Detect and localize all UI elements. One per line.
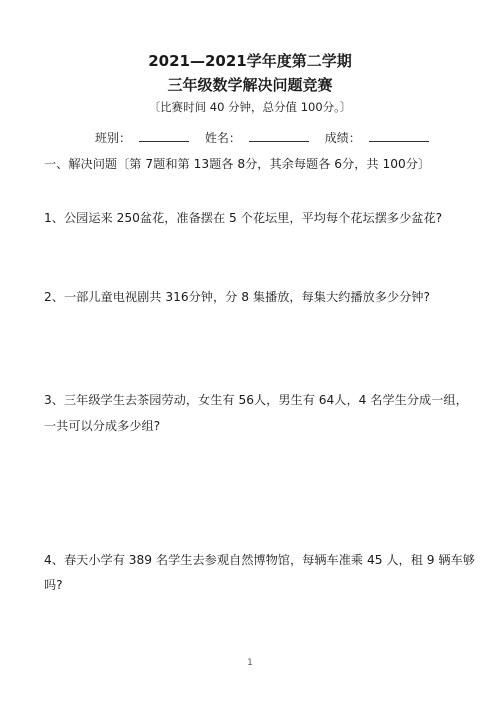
- exam-title-subject: 三年级数学解决问题竞赛: [167, 76, 333, 94]
- page-number: 1: [247, 658, 253, 668]
- question-1: 1、公园运来 250盆花，准备摆在 5 个花坛里，平均每个花坛摆多少盆花?: [44, 211, 443, 225]
- exam-title-year: 2021—2021学年度第二学期: [148, 52, 352, 70]
- question-4-line-2: 吗?: [44, 578, 63, 592]
- name-label: 姓名：: [204, 131, 241, 145]
- student-info-row: [95, 129, 435, 146]
- question-3-line-2: 一共可以分成多少组?: [44, 419, 161, 433]
- title-block: [0, 50, 500, 116]
- score-field: [325, 129, 429, 146]
- section-heading: 一、解决问题〔第 7题和第 13题各 8分，其余每题各 6分，共 100分〕: [44, 157, 431, 171]
- name-blank[interactable]: [249, 129, 309, 142]
- name-field: [205, 129, 309, 146]
- class-label: 班别：: [95, 131, 132, 145]
- class-field: [95, 129, 189, 146]
- score-blank[interactable]: [369, 129, 429, 142]
- exam-time-score-info: 〔比赛时间 40 分钟，总分值 100分。〕: [148, 100, 352, 114]
- question-2: 2、一部儿童电视剧共 316分钟，分 8 集播放，每集大约播放多少分钟?: [44, 290, 430, 304]
- question-4-line-1: 4、春天小学有 389 名学生去参观自然博物馆，每辆车准乘 45 人，租 9 辆车够: [44, 553, 475, 567]
- question-3-line-1: 3、三年级学生去茶园劳动，女生有 56人，男生有 64人，4 名学生分成一组，: [44, 393, 468, 407]
- class-blank[interactable]: [139, 129, 189, 142]
- score-label: 成绩：: [324, 131, 361, 145]
